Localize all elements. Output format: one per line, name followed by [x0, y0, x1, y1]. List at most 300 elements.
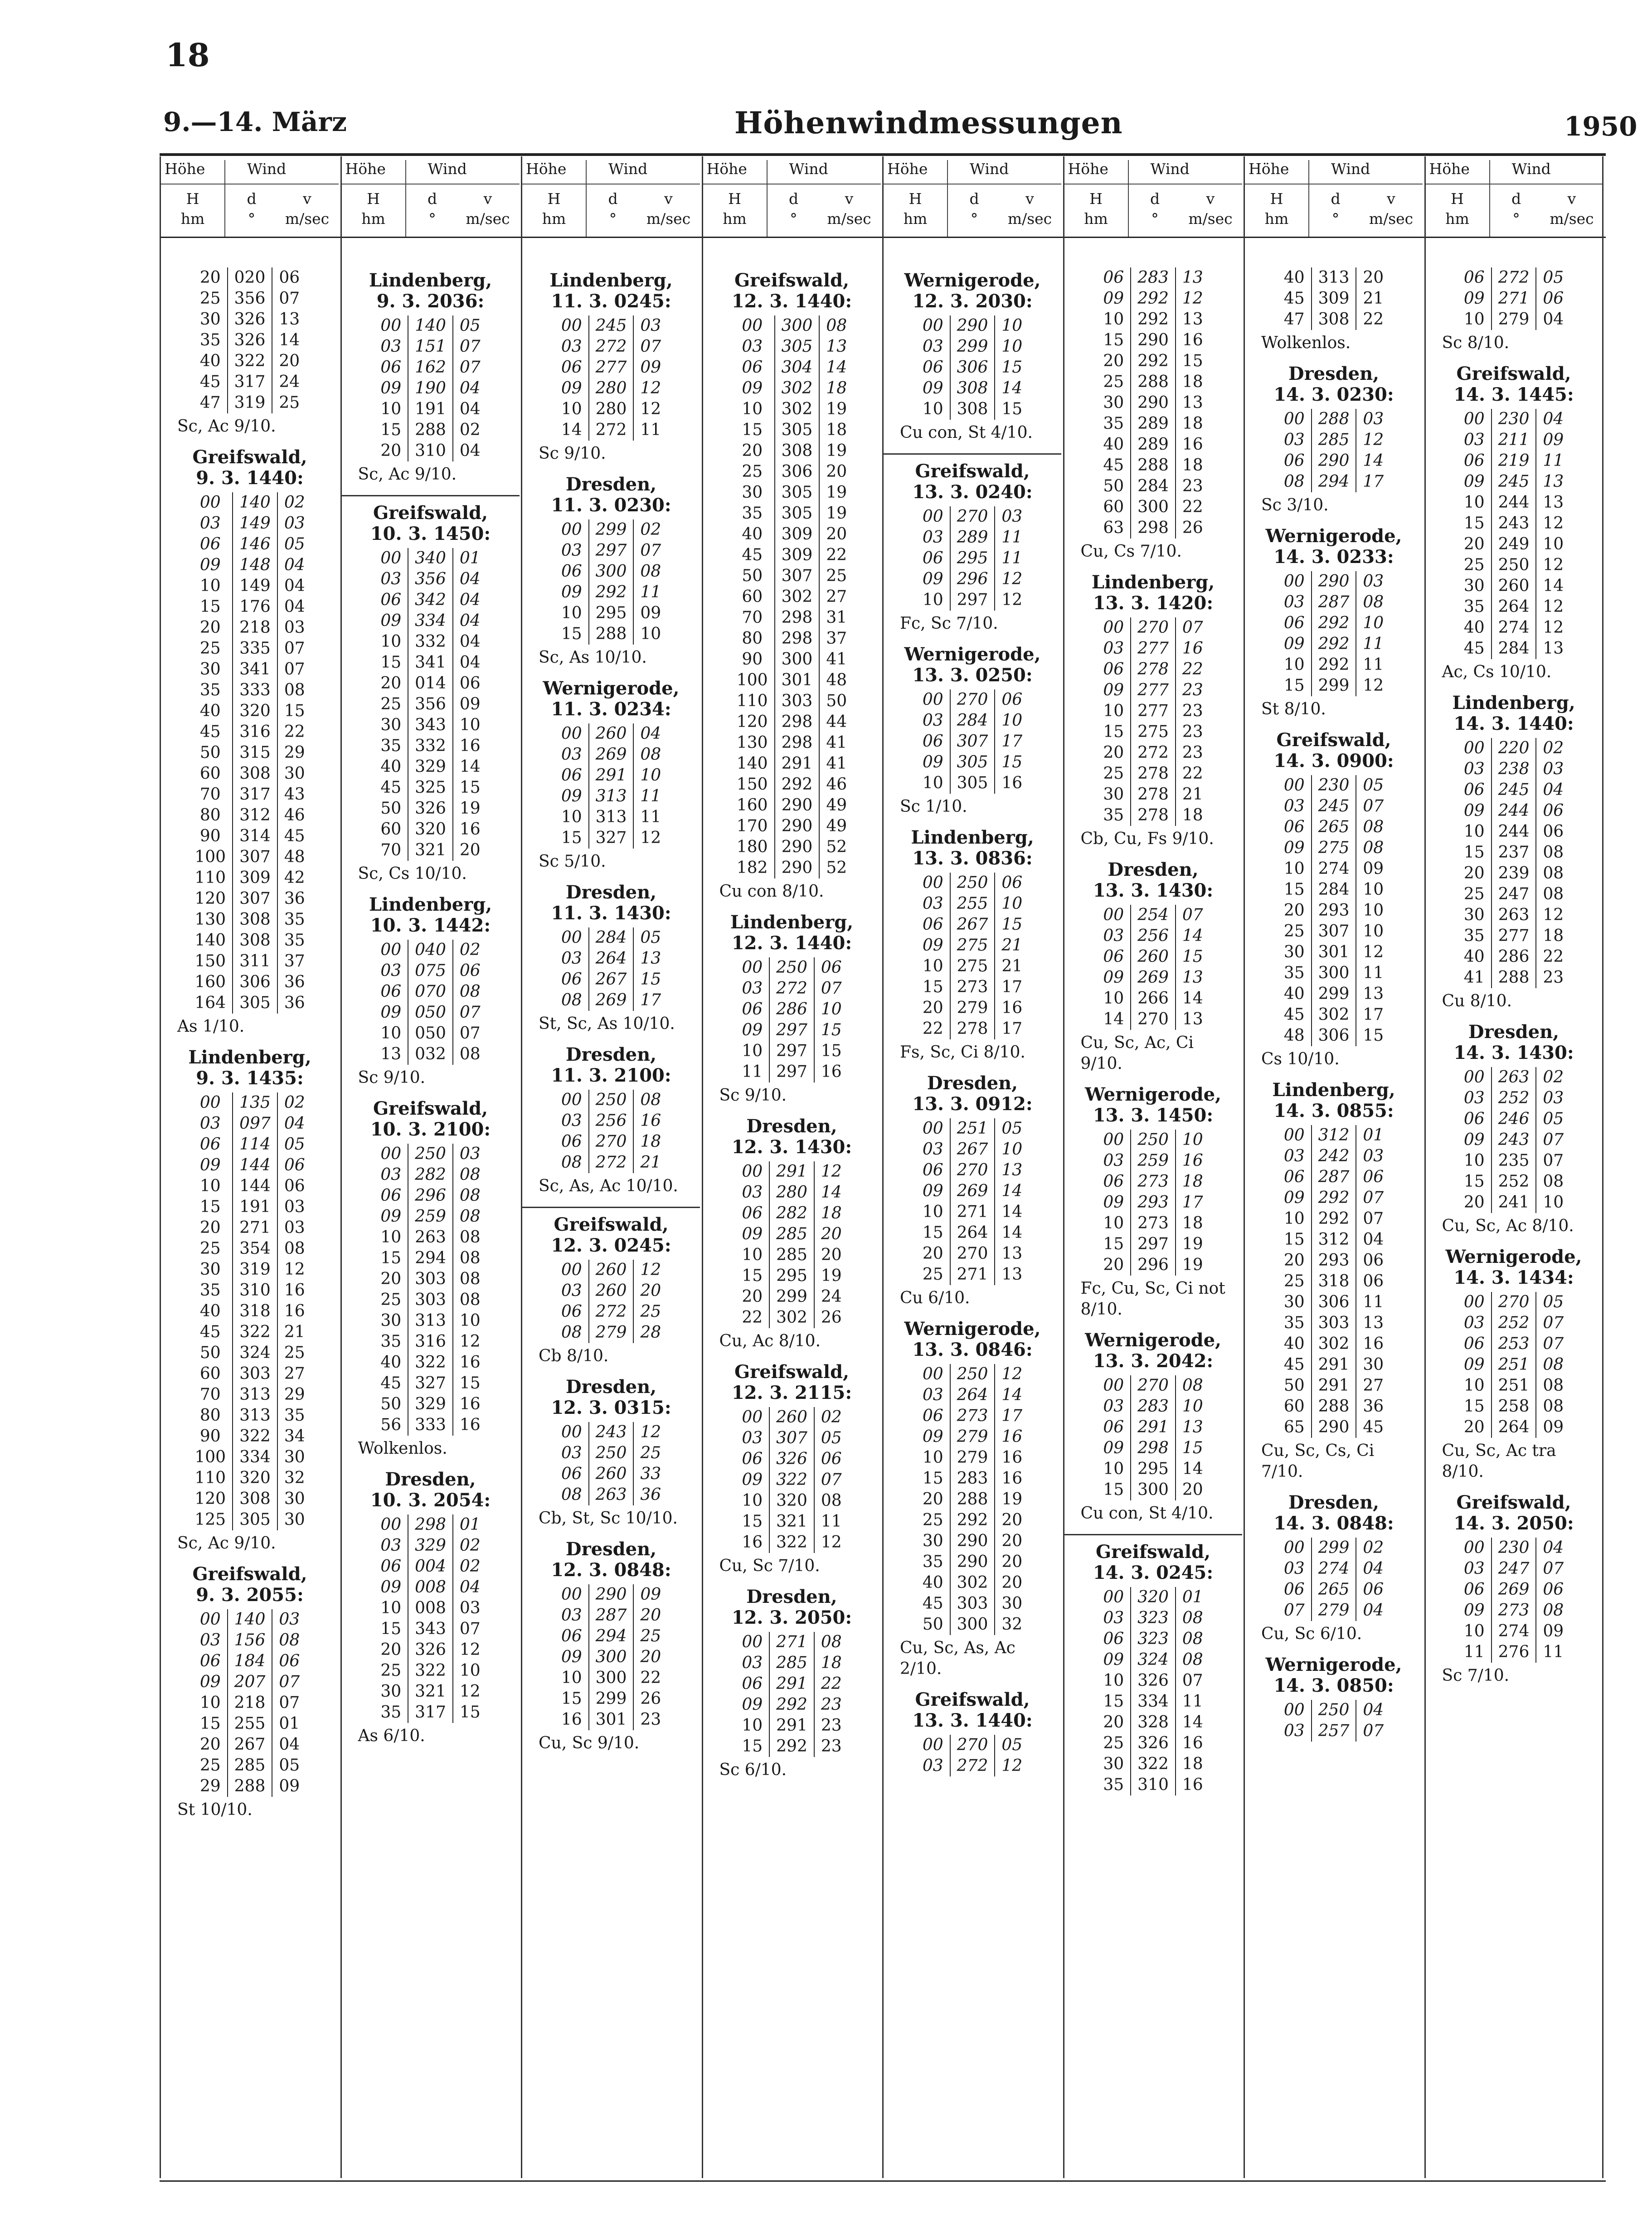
h-label: H: [186, 190, 199, 208]
direction-cell: 302: [775, 378, 820, 399]
speed-cell: 29: [284, 743, 305, 762]
station-heading: [170, 447, 330, 489]
height-cell: 15: [1278, 675, 1312, 696]
table-row: [374, 420, 486, 441]
height-cell: 20: [374, 1640, 408, 1660]
table-row: [374, 694, 486, 715]
station-heading: [1074, 1542, 1233, 1583]
speed-cell: 02: [459, 1557, 481, 1576]
speed-cell: 02: [1543, 739, 1564, 757]
direction-cell: 290: [950, 1552, 995, 1572]
height-unit-label: [1064, 189, 1128, 229]
direction-cell: 333: [408, 1415, 453, 1436]
direction-cell: 288: [1312, 1396, 1356, 1417]
direction-cell: 275: [950, 935, 995, 956]
speed-cell: 35: [284, 1406, 305, 1425]
direction-cell: 272: [589, 1301, 634, 1322]
d-label: d: [788, 190, 799, 208]
speed-cell: 07: [1363, 1189, 1384, 1207]
table-row: [374, 1248, 486, 1269]
table-row: [1458, 842, 1570, 863]
speed-cell: 15: [1182, 1439, 1203, 1457]
table-row: [1458, 884, 1570, 905]
table-row: [1278, 921, 1390, 942]
cloud-note: Ac, Cs 10/10.: [1442, 663, 1552, 681]
speed-cell: 11: [1363, 964, 1384, 982]
table-row: [1278, 309, 1390, 330]
speed-cell: 16: [1182, 1776, 1203, 1794]
direction-cell: 260: [589, 723, 634, 744]
direction-cell: 271: [233, 1218, 277, 1238]
height-cell: 25: [916, 1264, 950, 1285]
height-cell: 15: [916, 1468, 950, 1489]
direction-cell: 303: [408, 1269, 453, 1290]
table-row: [374, 1535, 486, 1556]
height-cell: 15: [735, 1511, 769, 1532]
table-row: [1278, 1396, 1390, 1417]
speed-cell: 05: [284, 535, 305, 553]
height-cell: 60: [188, 763, 233, 784]
table-row: [188, 1468, 311, 1489]
table-row: [188, 597, 311, 617]
table-row: [374, 715, 486, 736]
height-cell: 06: [555, 1301, 589, 1322]
speed-cell: 02: [284, 493, 305, 512]
height-cell: 15: [1097, 1234, 1131, 1255]
table-row: [916, 1223, 1029, 1243]
table-row: [730, 482, 853, 503]
speed-cell: 06: [1543, 801, 1564, 820]
table-row: [916, 1735, 1029, 1756]
table-row: [916, 357, 1029, 378]
direction-cell: 246: [1492, 1109, 1536, 1130]
cloud-note: Cu, Cs 7/10.: [1080, 542, 1182, 561]
cloud-note: Cb, Cu, Fs 9/10.: [1080, 830, 1214, 848]
speed-cell: 02: [459, 421, 481, 439]
table-row: [1097, 805, 1209, 826]
speed-cell: 07: [1543, 1559, 1564, 1578]
speed-cell: 36: [640, 1485, 661, 1504]
direction-cell: 144: [233, 1176, 277, 1197]
measurement-time: 14. 3. 0900:: [1273, 750, 1394, 772]
direction-cell: 264: [589, 948, 634, 969]
speed-cell: 15: [1001, 915, 1023, 934]
direction-cell: 312: [233, 805, 277, 826]
station-heading: [1254, 1492, 1414, 1534]
direction-cell: 070: [408, 981, 453, 1002]
speed-cell: 02: [640, 520, 661, 539]
table-row: [1097, 1438, 1209, 1459]
height-cell: 09: [1458, 471, 1492, 492]
speed-cell: 23: [1182, 681, 1203, 699]
measurement-table: [1458, 267, 1570, 330]
height-cell: 09: [1097, 680, 1131, 701]
cloud-note: Cu 8/10.: [1442, 992, 1512, 1010]
table-row: [555, 1443, 667, 1464]
speed-cell: 16: [1182, 639, 1203, 658]
table-row: [1458, 738, 1570, 759]
height-cell: 170: [730, 816, 775, 837]
speed-cell: 16: [1363, 1335, 1384, 1353]
height-cell: 40: [1278, 984, 1312, 1005]
direction-cell: 249: [1492, 534, 1536, 555]
wind-label: Wind: [1150, 160, 1190, 178]
v-label: v: [1567, 190, 1576, 208]
height-cell: 48: [1278, 1025, 1312, 1046]
height-cell: 20: [188, 617, 233, 638]
station-name: Dresden,: [1108, 859, 1199, 880]
measurement-table: [916, 315, 1029, 420]
measurement-time: 9. 3. 1435:: [196, 1068, 304, 1089]
height-cell: 00: [555, 1260, 589, 1281]
speed-cell: 12: [1001, 570, 1023, 588]
height-cell: 30: [730, 482, 775, 503]
table-row: [1458, 780, 1570, 801]
speed-cell: 03: [284, 618, 305, 637]
table-row: [555, 948, 667, 969]
direction-cell: 272: [769, 978, 814, 999]
direction-cell: 356: [228, 288, 272, 309]
speed-cell: 04: [284, 556, 305, 574]
direction-cell: 114: [233, 1134, 277, 1155]
direction-cell: 245: [1312, 796, 1356, 817]
height-cell: 10: [916, 1202, 950, 1223]
speed-cell: 08: [1543, 1355, 1564, 1374]
speed-cell: 07: [459, 1003, 481, 1022]
table-row: [1278, 984, 1390, 1005]
table-row: [916, 336, 1029, 357]
direction-cell: 292: [769, 1736, 814, 1757]
speed-unit-label: [455, 189, 521, 229]
speed-cell: 12: [640, 829, 661, 847]
speed-cell: 16: [821, 1063, 842, 1081]
cloud-note: St, Sc, As 10/10.: [539, 1014, 675, 1033]
direction-cell: 275: [1312, 838, 1356, 859]
height-cell: 15: [1097, 722, 1131, 743]
table-row: [1278, 634, 1390, 655]
height-cell: 40: [374, 757, 408, 777]
table-row: [916, 378, 1029, 399]
height-cell: 25: [194, 1755, 228, 1776]
direction-cell: 263: [408, 1227, 453, 1248]
measurement-table: [374, 940, 486, 1065]
direction-cell: 284: [1492, 638, 1536, 659]
data-column: [1063, 156, 1242, 2178]
measurement-table: [916, 689, 1029, 794]
table-row: [1458, 597, 1570, 617]
height-cell: 30: [194, 309, 228, 330]
table-row: [188, 1280, 311, 1301]
height-cell: 06: [374, 357, 408, 378]
speed-cell: 16: [1182, 1734, 1203, 1752]
speed-cell: 25: [279, 393, 300, 412]
direction-cell: 341: [233, 659, 277, 680]
speed-cell: 37: [826, 629, 847, 648]
direction-cell: 304: [775, 357, 820, 378]
speed-cell: 27: [284, 1364, 305, 1383]
height-cell: 130: [188, 909, 233, 930]
v-label: v: [1206, 190, 1215, 208]
height-cell: 140: [188, 930, 233, 951]
speed-cell: 20: [640, 1606, 661, 1625]
height-cell: 03: [188, 1113, 233, 1134]
speed-cell: 07: [1543, 1151, 1564, 1170]
direction-cell: 285: [769, 1245, 814, 1266]
speed-cell: 10: [1001, 711, 1023, 730]
station-name: Lindenberg,: [188, 1047, 311, 1068]
speed-cell: 18: [821, 1654, 842, 1672]
height-cell: 03: [374, 961, 408, 981]
speed-cell: 11: [1543, 1643, 1564, 1661]
height-cell: 06: [1458, 780, 1492, 801]
speed-cell: 23: [1182, 723, 1203, 741]
direction-cell: 255: [228, 1713, 272, 1734]
direction-cell: 298: [1131, 1438, 1176, 1459]
speed-unit-label: [1178, 189, 1244, 229]
station-name: Wernigerode,: [904, 270, 1041, 291]
speed-cell: 20: [1001, 1532, 1023, 1550]
measurement-time: 10. 3. 1450:: [370, 523, 491, 544]
table-row: [555, 1605, 667, 1626]
direction-cell: 287: [589, 1605, 634, 1626]
speed-cell: 10: [1182, 1397, 1203, 1416]
direction-cell: 317: [233, 784, 277, 805]
height-cell: 06: [1097, 659, 1131, 680]
measurement-table: [374, 315, 486, 461]
speed-cell: 02: [459, 941, 481, 959]
speed-cell: 05: [284, 1135, 305, 1154]
speed-cell: 06: [1363, 1168, 1384, 1186]
direction-cell: 278: [950, 1019, 995, 1039]
speed-cell: 04: [1543, 781, 1564, 799]
direction-cell: 286: [769, 999, 814, 1020]
speed-cell: 14: [1182, 1460, 1203, 1478]
table-row: [555, 561, 667, 582]
direction-cell: 218: [233, 617, 277, 638]
table-row: [1278, 471, 1390, 492]
table-row: [1278, 1292, 1390, 1313]
table-row: [1458, 1130, 1570, 1150]
speed-cell: 04: [1543, 1539, 1564, 1557]
station-name: Dresden,: [746, 1116, 837, 1137]
column-header: [703, 156, 881, 237]
speed-cell: 08: [640, 745, 661, 764]
direction-cell: 288: [1312, 409, 1356, 430]
height-cell: 00: [735, 1632, 769, 1653]
direction-cell: 315: [233, 743, 277, 763]
height-cell: 182: [730, 858, 775, 878]
direction-cell: 310: [233, 1280, 277, 1301]
table-row: [1278, 838, 1390, 859]
speed-cell: 06: [1543, 289, 1564, 308]
speed-cell: 36: [1363, 1397, 1384, 1416]
speed-cell: 07: [459, 337, 481, 356]
station-name: Lindenberg,: [1272, 1079, 1395, 1101]
speed-cell: 08: [1363, 818, 1384, 836]
height-cell: 00: [555, 723, 589, 744]
height-cell: 50: [916, 1614, 950, 1635]
speed-cell: 09: [459, 695, 481, 713]
table-row: [374, 399, 486, 420]
bottom-rule: [160, 2180, 1606, 2182]
height-cell: 09: [555, 1647, 589, 1668]
table-row: [1097, 1009, 1209, 1030]
speed-cell: 10: [459, 1311, 481, 1330]
table-row: [555, 1260, 667, 1281]
direction-cell: 245: [589, 315, 634, 336]
direction-cell: 279: [950, 1427, 995, 1447]
table-row: [730, 691, 853, 712]
height-cell: 15: [555, 1689, 589, 1709]
speed-cell: 10: [821, 1000, 842, 1019]
height-cell: 09: [916, 1181, 950, 1202]
table-row: [374, 611, 486, 631]
table-row: [735, 1715, 848, 1736]
ms-label: m/sec: [1007, 210, 1052, 228]
speed-cell: 32: [284, 1469, 305, 1487]
height-cell: 06: [735, 999, 769, 1020]
speed-cell: 06: [279, 1652, 300, 1670]
speed-cell: 14: [279, 331, 300, 349]
speed-cell: 12: [640, 1423, 661, 1441]
direction-cell: 313: [589, 786, 634, 807]
speed-cell: 16: [1001, 774, 1023, 792]
height-cell: 09: [1097, 1192, 1131, 1213]
measurement-time: 13. 3. 1430:: [1093, 880, 1214, 901]
direction-cell: 308: [1312, 309, 1356, 330]
speed-cell: 12: [1001, 1365, 1023, 1383]
direction-unit-label: [949, 189, 999, 229]
speed-cell: 02: [459, 1536, 481, 1555]
height-cell: 10: [916, 399, 950, 420]
direction-unit-label: [769, 189, 819, 229]
direction-cell: 290: [775, 795, 820, 816]
table-row: [735, 1266, 848, 1286]
speed-cell: 13: [1001, 1265, 1023, 1284]
table-row: [735, 1694, 848, 1715]
height-cell: 10: [1458, 309, 1492, 330]
height-cell: 00: [916, 506, 950, 527]
table-row: [374, 1023, 486, 1044]
station-heading: [893, 1073, 1052, 1115]
direction-cell: 271: [950, 1202, 995, 1223]
speed-cell: 08: [1543, 1172, 1564, 1191]
measurement-time: 14. 3. 1440:: [1453, 713, 1574, 734]
height-cell: 15: [1458, 1171, 1492, 1192]
direction-cell: 285: [228, 1755, 272, 1776]
height-cell: 08: [555, 1485, 589, 1505]
table-row: [188, 847, 311, 868]
table-row: [1278, 1417, 1390, 1438]
table-row: [735, 1203, 848, 1224]
station-heading: [1435, 364, 1593, 405]
direction-cell: 270: [950, 506, 995, 527]
table-row: [1097, 1608, 1209, 1629]
measurement-time: 12. 3. 2115:: [731, 1382, 852, 1403]
direction-cell: 269: [950, 1181, 995, 1202]
speed-cell: 10: [1001, 1140, 1023, 1159]
table-row: [374, 757, 486, 777]
table-row: [374, 777, 486, 798]
cloud-note: Sc 5/10.: [539, 852, 606, 871]
table-row: [194, 1776, 306, 1797]
hm-label: hm: [361, 210, 385, 228]
height-cell: 06: [1278, 1579, 1312, 1600]
measurement-time: 12. 3. 1430:: [731, 1136, 852, 1158]
direction-cell: 302: [769, 1307, 814, 1328]
table-row: [555, 540, 667, 561]
height-cell: 35: [1278, 963, 1312, 984]
speed-cell: 08: [1543, 864, 1564, 883]
direction-cell: 306: [950, 357, 995, 378]
height-cell: 50: [374, 798, 408, 819]
table-row: [1097, 1171, 1209, 1192]
measurement-table: [1097, 1587, 1209, 1796]
table-row: [374, 1165, 486, 1185]
speed-cell: 06: [821, 958, 842, 977]
height-cell: 03: [555, 1281, 589, 1301]
speed-cell: 08: [459, 1270, 481, 1288]
cloud-note: Sc, Cs 10/10.: [358, 864, 467, 883]
speed-cell: 16: [1001, 1448, 1023, 1467]
speed-cell: 32: [1001, 1615, 1023, 1634]
table-row: [916, 1756, 1029, 1776]
table-row: [1097, 617, 1209, 638]
table-row: [555, 336, 667, 357]
table-row: [916, 873, 1029, 893]
direction-cell: 277: [589, 357, 634, 378]
height-cell: 25: [1097, 372, 1131, 393]
station-heading: [712, 912, 872, 954]
height-cell: 06: [1278, 1167, 1312, 1188]
table-row: [730, 357, 853, 378]
height-cell: 03: [1278, 430, 1312, 451]
height-cell: 06: [1278, 451, 1312, 471]
table-row: [730, 461, 853, 482]
direction-cell: 271: [950, 1264, 995, 1285]
table-row: [188, 868, 311, 888]
table-row: [374, 1002, 486, 1023]
direction-cell: 294: [408, 1248, 453, 1269]
cloud-note: Sc 7/10.: [1442, 1666, 1510, 1685]
station-heading: [1074, 859, 1233, 901]
measurement-time: 14. 3. 0848:: [1273, 1513, 1394, 1534]
direction-cell: 251: [950, 1118, 995, 1139]
height-cell: 00: [916, 1118, 950, 1139]
height-cell: 09: [1097, 1438, 1131, 1459]
speed-cell: 12: [1543, 906, 1564, 924]
table-row: [916, 1510, 1029, 1531]
height-cell: 03: [735, 1653, 769, 1674]
direction-cell: 291: [589, 765, 634, 786]
direction-cell: 291: [1131, 1417, 1176, 1438]
table-row: [916, 752, 1029, 773]
height-cell: 15: [1097, 1480, 1131, 1500]
station-name: Lindenberg,: [549, 270, 673, 291]
direction-cell: 274: [1312, 859, 1356, 879]
height-cell: 03: [1458, 430, 1492, 451]
direction-cell: 293: [1312, 900, 1356, 921]
height-cell: 40: [1458, 946, 1492, 967]
height-cell: 20: [1097, 1712, 1131, 1733]
direction-cell: 270: [950, 1243, 995, 1264]
height-unit-label: [342, 189, 405, 229]
table-row: [188, 930, 311, 951]
station-heading: [351, 1469, 510, 1511]
direction-cell: 245: [1492, 780, 1536, 801]
table-row: [1097, 309, 1209, 330]
speed-cell: 16: [1001, 1469, 1023, 1488]
